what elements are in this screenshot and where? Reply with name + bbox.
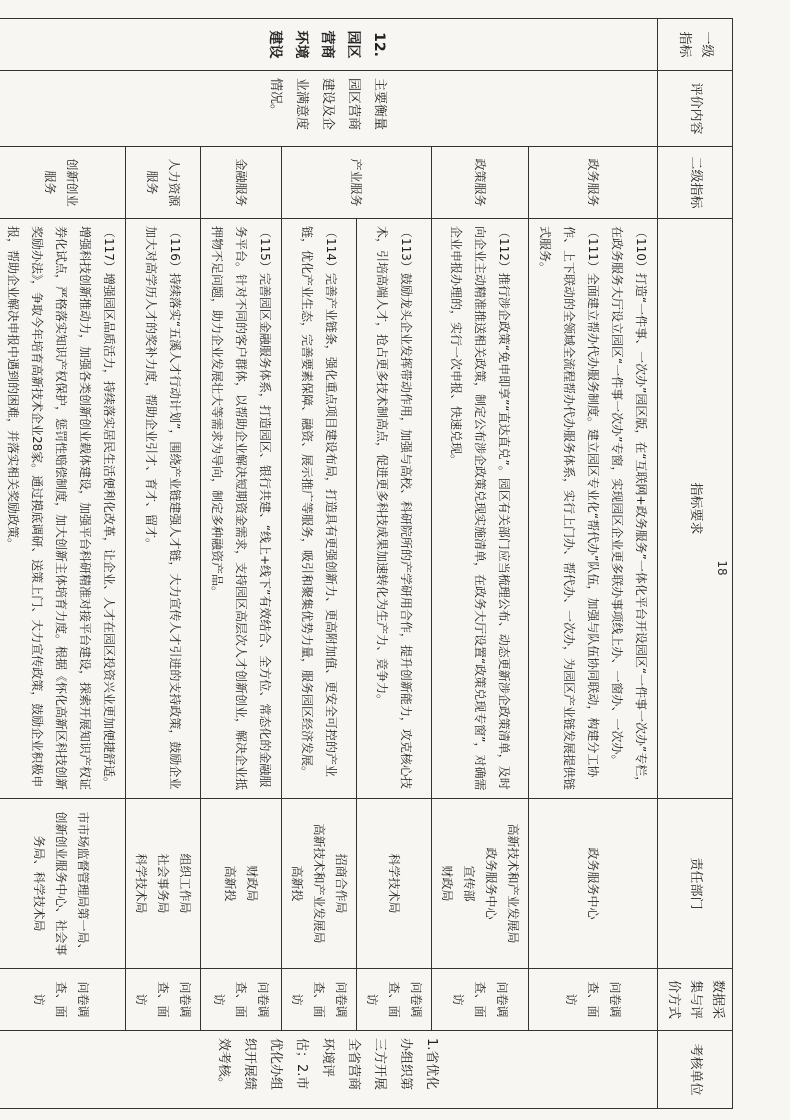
header-level2: 二级指标	[658, 147, 733, 219]
header-requirement: 指标要求	[658, 219, 733, 799]
department-name: 高新技术和产业发展局	[506, 823, 520, 944]
department-name: 社会事务局	[156, 853, 170, 914]
page-number: 18	[715, 560, 729, 576]
table-row	[432, 19, 529, 1109]
indicator-table	[0, 18, 733, 1109]
requirement-text: （116）持续落实“五溪人才行动计划”，围绕产业链建强人才链，大力宣传人才引进的支持政策，鼓励企业加大对高学历人才的奖补力度，帮助企业引才、育才、留才。	[126, 219, 201, 799]
evaluation-content: 主要衡量园区营商建设及企业满意度情况。	[0, 71, 658, 147]
department-cell	[201, 799, 282, 969]
method-cell: 问卷调查、面访	[126, 969, 201, 1031]
requirement-text: （110）打造“一件事、一次办”园区版，在“互联网+政务服务”一体化平台开设园区“一件事一次办”专栏，在政务服务大厅设立园区“一件事一次办”专窗，实现园区企业更多联办事项线上办、一窗办、一次办。（111）全面建立帮办代办服务制度。建立园区专业化“帮代办”队伍，加强与队伍协同联动，构建分工协作、上下联动的全领域全流程帮办代办服务体系，实行上门办、帮代办、一次办，为园区产业链发展提供链式服务。	[529, 219, 658, 799]
department-name: 科学技术局	[134, 853, 148, 914]
department-cell	[357, 799, 432, 969]
level2-indicator: 产业服务	[282, 147, 432, 219]
assessment-unit: 1.省优化办组织第三方开展全省营商环境评估；2.市优化办组织开展绩效考核。	[0, 1031, 658, 1109]
department-name: 招商合作局	[334, 853, 348, 914]
level1-indicator: 12.园区营商环境建设	[0, 19, 658, 71]
method-cell: 问卷调查、面访	[529, 969, 658, 1031]
department-name: 财政局	[440, 865, 454, 902]
header-level1: 一级指标	[658, 19, 733, 71]
department-cell	[0, 799, 126, 969]
department-name: 高新投	[290, 865, 304, 902]
department-name: 市市场监督管理局第一局、创新创业服务中心、社会事务局、科学技术局	[32, 811, 90, 956]
level2-indicator: 人力资源服务	[126, 147, 201, 219]
header-method: 数据采集与评价方式	[658, 969, 733, 1031]
department-name: 高新技术和产业发展局	[312, 823, 326, 944]
department-name: 高新投	[223, 865, 237, 902]
department-cell	[529, 799, 658, 969]
header-department: 责任部门	[658, 799, 733, 969]
department-cell	[282, 799, 357, 969]
table-row	[126, 19, 201, 1109]
rotated-table-container	[6, 18, 733, 1108]
department-name: 财政局	[245, 865, 259, 902]
method-cell: 问卷调查、面访	[357, 969, 432, 1031]
department-cell	[126, 799, 201, 969]
method-cell: 问卷调查、面访	[0, 969, 126, 1031]
requirement-text: （117）增强园区品质活力，持续落实居民生活便利化改革，让企业、人才在园区投资兴业更加便捷舒适。增强科技创新推动力，加强各类创新创业载体建设，加强平台科研精准对接平台建设，探索开展知识产权证券化试点，严格落实知识产权保护，惩罚性赔偿制度，加大创新主体培育力度。根据《怀化高新区科技创新奖励办法》，争取今年培育高新技术企业28家。通过摸底调研、送策上门、大力宣传政策，鼓励企业积极申报，帮助企业解决申报中遇到的困难，并落实相关奖励政策。	[0, 219, 126, 799]
requirement-text: （115）完善园区金融服务体系，打造园区、银行共建、“线上+线下”有效结合、全方位、常态化的金融服务平台。针对不同的客户群体，以帮助企业解决短期资金需求，支持园区高层次人才创新创业，解决企业抵押物不足问题，助力企业发展壮大等需求为导向，制定多种融资产品。	[201, 219, 282, 799]
level2-indicator: 政策服务	[432, 147, 529, 219]
requirement-text: （112）推行涉企政策“免申即享”“直达直兑”。园区有关部门应当梳理公布、动态更新涉企政策清单，及时向企业主动精准推送相关政策，制定公布涉企政策兑现实施清单，在政务大厅设置“政策兑现专窗”，对确需企业申报办理的，实行一次申报、快速兑现。	[432, 219, 529, 799]
department-name: 组织工作局	[178, 853, 192, 914]
department-name: 科学技术局	[387, 853, 401, 914]
department-name: 政务服务中心	[586, 847, 600, 920]
method-cell: 问卷调查、面访	[201, 969, 282, 1031]
level2-indicator: 政务服务	[529, 147, 658, 219]
table-row	[201, 19, 282, 1109]
department-name: 宣传部	[462, 865, 476, 902]
table-row	[357, 19, 432, 1109]
method-cell: 问卷调查、面访	[282, 969, 357, 1031]
table-row	[529, 19, 658, 1109]
requirement-text: （113）鼓励龙头企业发挥带动作用，加强与高校、科研院所的产学研用合作，提升创新能力，攻克核心技术，引培高端人才，抢占更多技术制高点，促进更多科技成果加速转化为生产力、竞争力。	[357, 219, 432, 799]
header-content: 评价内容	[658, 71, 733, 147]
table-row	[0, 19, 126, 1109]
header-unit: 考核单位	[658, 1031, 733, 1109]
requirement-text: （114）完善产业链条，强化重点项目建设布局，打造具有更强创新力、更高附加值、更安全可控的产业链，优化产业生态，完善要素保障、融资、展示推广等服务，吸引和聚集优势力量，服务园区经济发展。	[282, 219, 357, 799]
level2-indicator: 金融服务	[201, 147, 282, 219]
method-cell: 问卷调查、面访	[432, 969, 529, 1031]
department-cell	[432, 799, 529, 969]
level2-indicator: 创新创业服务	[0, 147, 126, 219]
department-name: 政务服务中心	[484, 847, 498, 920]
